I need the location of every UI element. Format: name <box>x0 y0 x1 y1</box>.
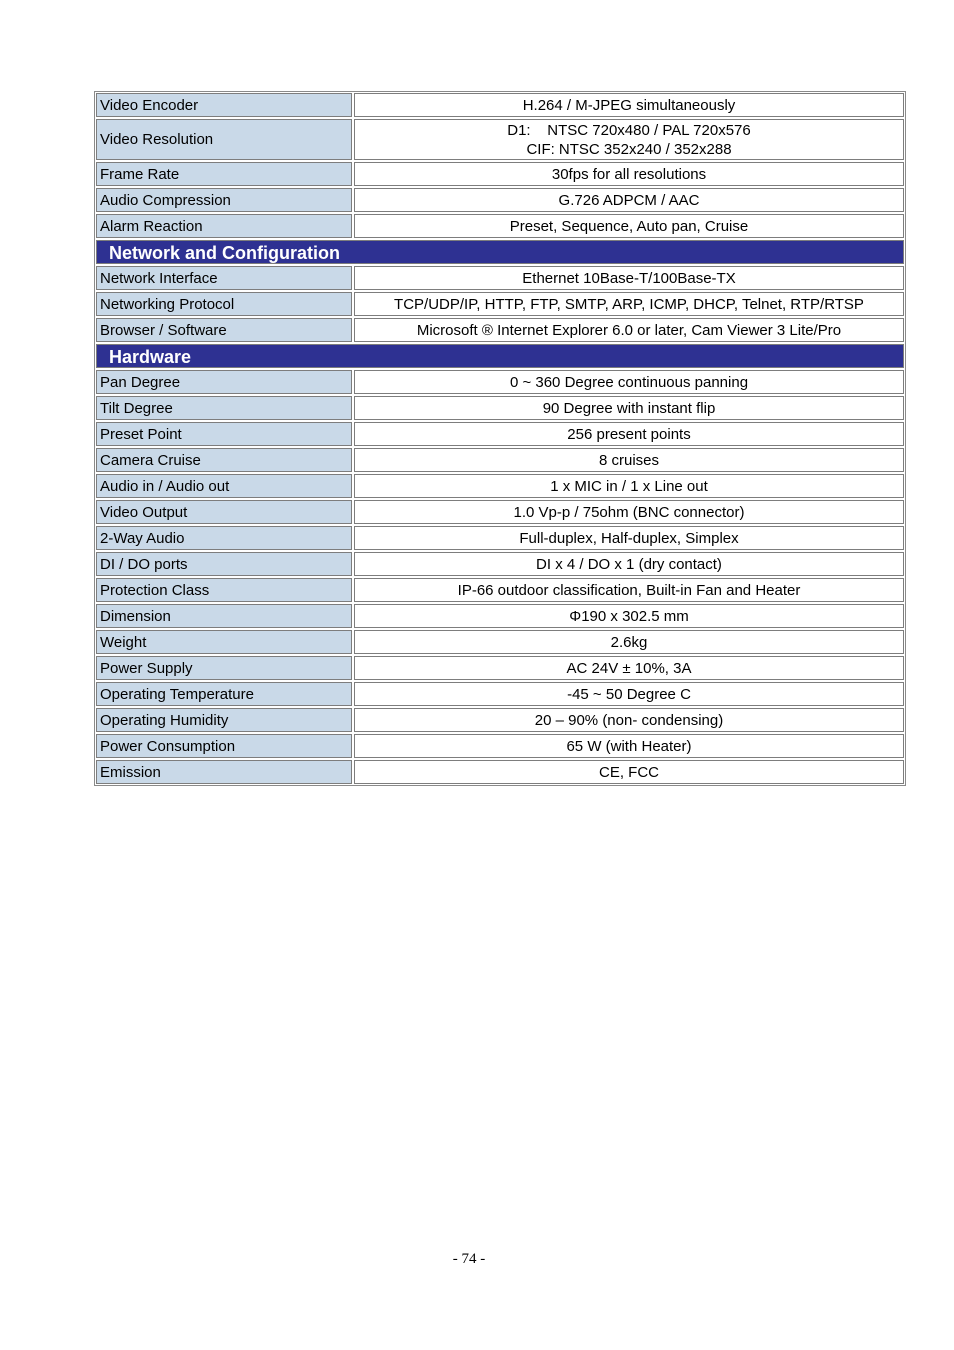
table-row <box>96 474 904 498</box>
spec-value: Preset, Sequence, Auto pan, Cruise <box>354 214 904 238</box>
section-header-network: Network and Configuration <box>96 240 904 264</box>
spec-label: Audio Compression <box>96 188 352 212</box>
spec-value: 65 W (with Heater) <box>354 734 904 758</box>
spec-label: Network Interface <box>96 266 352 290</box>
spec-label: Tilt Degree <box>96 396 352 420</box>
table-row <box>96 656 904 680</box>
spec-label: Protection Class <box>96 578 352 602</box>
table-row <box>96 396 904 420</box>
spec-label: Emission <box>96 760 352 784</box>
table-row <box>96 526 904 550</box>
table-row <box>96 448 904 472</box>
table-row <box>96 292 904 316</box>
spec-label: Pan Degree <box>96 370 352 394</box>
spec-value: G.726 ADPCM / AAC <box>354 188 904 212</box>
spec-label: Networking Protocol <box>96 292 352 316</box>
table-row <box>96 630 904 654</box>
spec-value: Microsoft ® Internet Explorer 6.0 or later, Cam Viewer 3 Lite/Pro <box>354 318 904 342</box>
spec-value: 90 Degree with instant flip <box>354 396 904 420</box>
table-row <box>96 370 904 394</box>
spec-value: 2.6kg <box>354 630 904 654</box>
spec-label: Frame Rate <box>96 162 352 186</box>
spec-value: DI x 4 / DO x 1 (dry contact) <box>354 552 904 576</box>
spec-label: Video Encoder <box>96 93 352 117</box>
table-row <box>96 760 904 784</box>
spec-label: DI / DO ports <box>96 552 352 576</box>
spec-value-line: D1: NTSC 720x480 / PAL 720x576 <box>507 121 751 139</box>
table-row <box>96 318 904 342</box>
spec-value: AC 24V ± 10%, 3A <box>354 656 904 680</box>
spec-label: Audio in / Audio out <box>96 474 352 498</box>
spec-label: Dimension <box>96 604 352 628</box>
spec-label: Weight <box>96 630 352 654</box>
spec-label: 2-Way Audio <box>96 526 352 550</box>
table-row <box>96 422 904 446</box>
spec-label: Alarm Reaction <box>96 214 352 238</box>
spec-value: IP-66 outdoor classification, Built-in Fan and Heater <box>354 578 904 602</box>
table-row <box>96 119 904 160</box>
table-row <box>96 708 904 732</box>
spec-value: 20 – 90% (non- condensing) <box>354 708 904 732</box>
spec-label: Operating Humidity <box>96 708 352 732</box>
table-row <box>96 162 904 186</box>
spec-value: 1.0 Vp-p / 75ohm (BNC connector) <box>354 500 904 524</box>
spec-value: Ethernet 10Base-T/100Base-TX <box>354 266 904 290</box>
spec-value: 1 x MIC in / 1 x Line out <box>354 474 904 498</box>
table-row <box>96 214 904 238</box>
table-row <box>96 500 904 524</box>
table-row <box>96 552 904 576</box>
spec-value-line: CIF: NTSC 352x240 / 352x288 <box>526 140 732 158</box>
spec-label: Video Output <box>96 500 352 524</box>
spec-value: Φ190 x 302.5 mm <box>354 604 904 628</box>
spec-label: Browser / Software <box>96 318 352 342</box>
table-row <box>96 266 904 290</box>
spec-label: Preset Point <box>96 422 352 446</box>
section-header-hardware: Hardware <box>96 344 904 368</box>
spec-label: Operating Temperature <box>96 682 352 706</box>
page-number: - 74 - <box>452 1251 486 1267</box>
table-row <box>96 604 904 628</box>
spec-label: Power Supply <box>96 656 352 680</box>
spec-value: 8 cruises <box>354 448 904 472</box>
spec-table <box>94 91 906 786</box>
table-row <box>96 682 904 706</box>
spec-value: Full-duplex, Half-duplex, Simplex <box>354 526 904 550</box>
table-row <box>96 188 904 212</box>
spec-value: CE, FCC <box>354 760 904 784</box>
spec-label: Camera Cruise <box>96 448 352 472</box>
spec-value: 256 present points <box>354 422 904 446</box>
spec-label: Video Resolution <box>96 119 352 160</box>
table-row <box>96 578 904 602</box>
table-row <box>96 734 904 758</box>
spec-value: H.264 / M-JPEG simultaneously <box>354 93 904 117</box>
spec-value: 30fps for all resolutions <box>354 162 904 186</box>
spec-value: 0 ~ 360 Degree continuous panning <box>354 370 904 394</box>
spec-label: Power Consumption <box>96 734 352 758</box>
spec-value: TCP/UDP/IP, HTTP, FTP, SMTP, ARP, ICMP, DHCP, Telnet, RTP/RTSP <box>354 292 904 316</box>
spec-value: -45 ~ 50 Degree C <box>354 682 904 706</box>
table-row <box>96 93 904 117</box>
spec-value <box>354 119 904 160</box>
